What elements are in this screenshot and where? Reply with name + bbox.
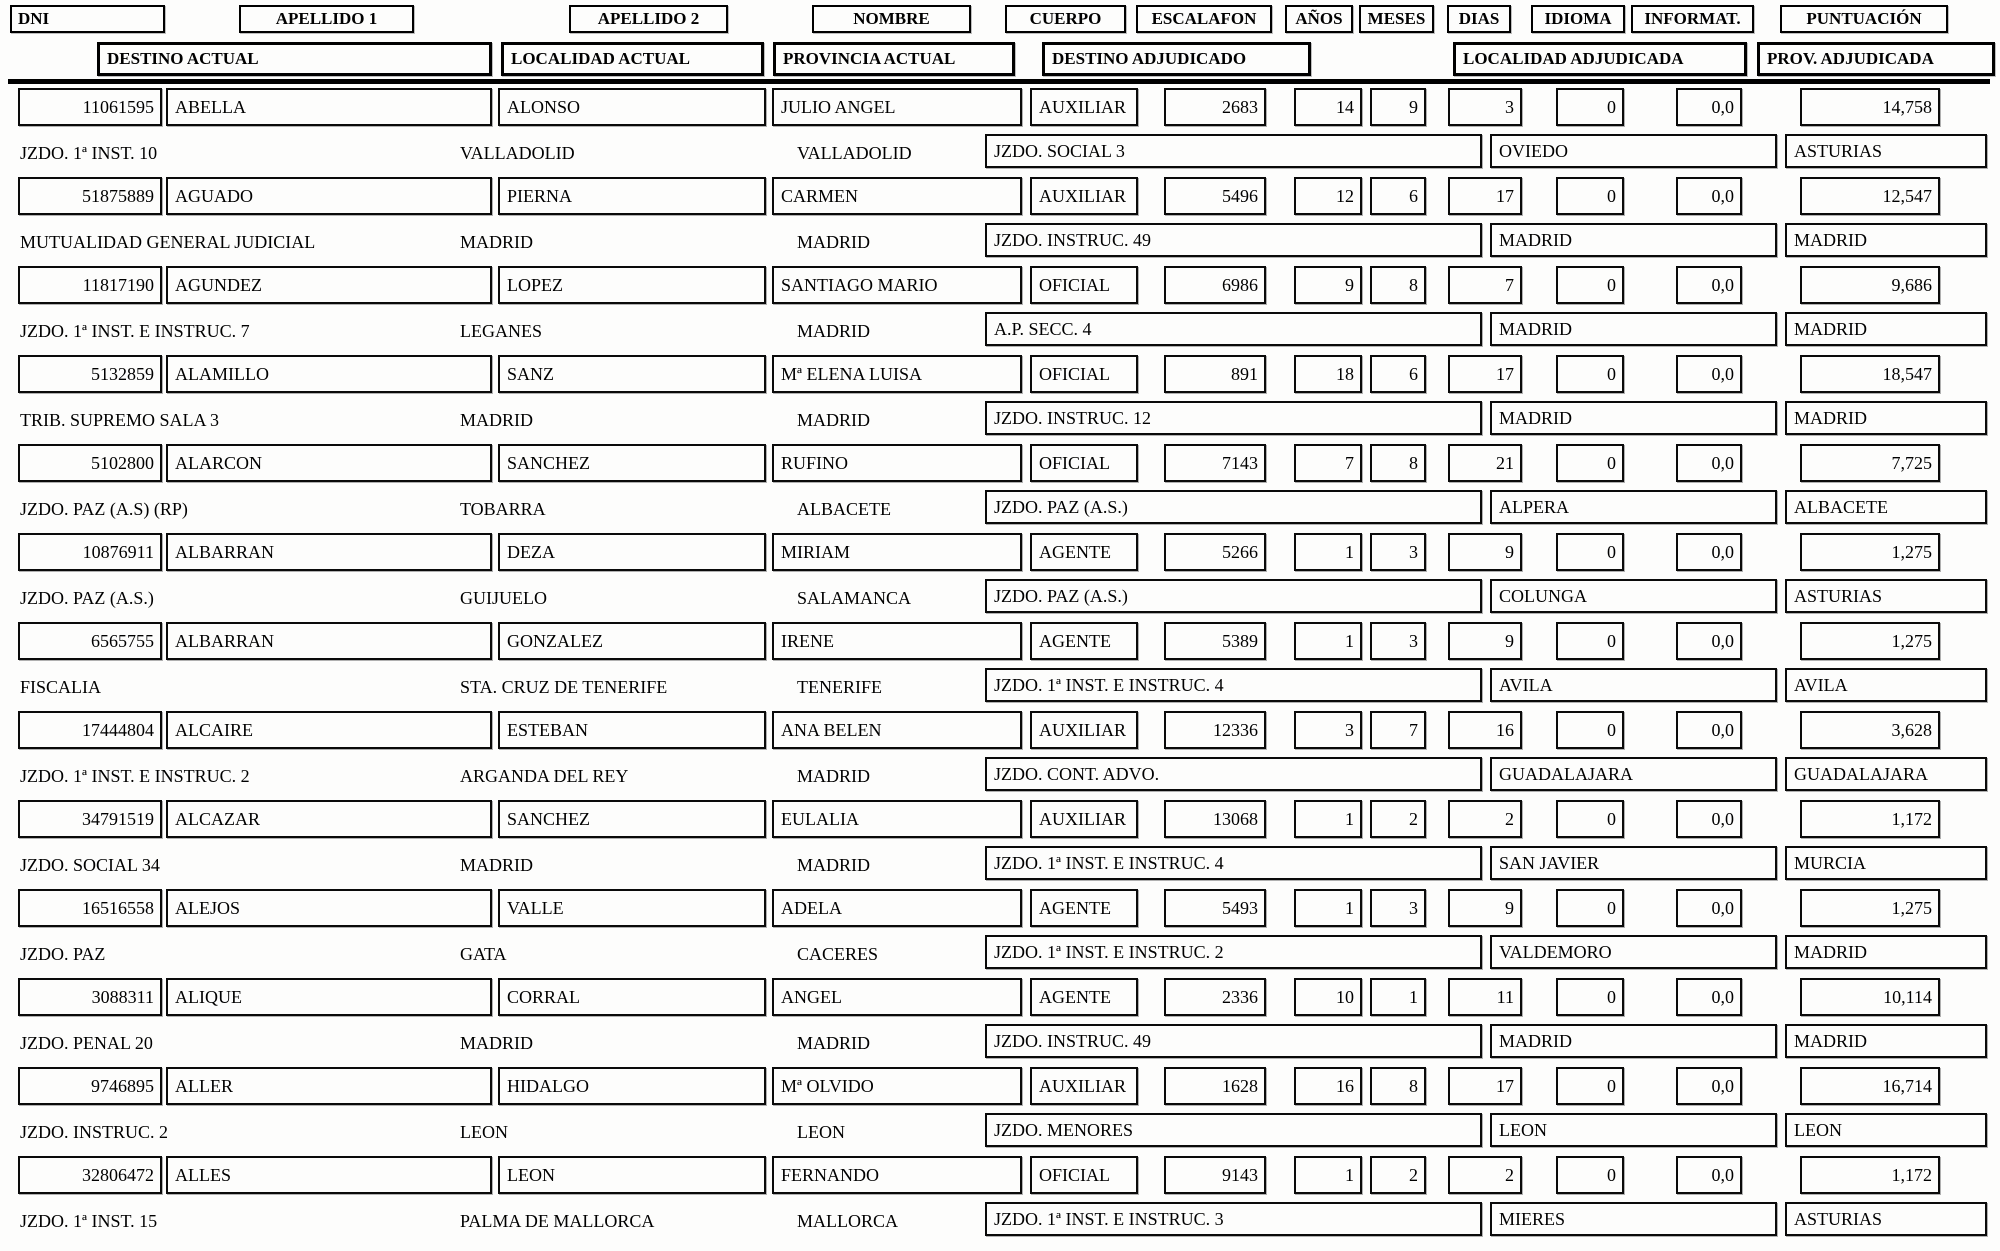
apellido1-value: ALIQUE (166, 978, 492, 1016)
dias-value: 17 (1448, 177, 1522, 215)
localidad-actual-value: GATA (460, 944, 507, 964)
destino-adjudicado-value: A.P. SECC. 4 (985, 312, 1482, 346)
column-header-informat: INFORMAT. (1631, 5, 1754, 33)
meses-value: 6 (1370, 355, 1426, 393)
destino-adjudicado-value: JZDO. PAZ (A.S.) (985, 579, 1482, 613)
prov-adjudicada-value: ASTURIAS (1785, 134, 1987, 168)
prov-adjudicada-value: MADRID (1785, 223, 1987, 257)
column-header-escalafon: ESCALAFON (1136, 5, 1272, 33)
localidad-actual-value: GUIJUELO (460, 588, 547, 608)
apellido1-value: ALCAIRE (166, 711, 492, 749)
informat-value: 0,0 (1676, 711, 1742, 749)
meses-value: 6 (1370, 177, 1426, 215)
provincia-actual-value: MADRID (797, 232, 871, 252)
apellido1-value: ALARCON (166, 444, 492, 482)
nombre-value: SANTIAGO MARIO (772, 266, 1022, 304)
localidad-actual-value: TOBARRA (460, 499, 546, 519)
destino-actual-value: JZDO. 1ª INST. 15 (20, 1211, 158, 1231)
dias-value: 17 (1448, 355, 1522, 393)
apellido2-value: VALLE (498, 889, 766, 927)
localidad-adjudicada-value: MADRID (1490, 312, 1777, 346)
prov-adjudicada-value: MADRID (1785, 935, 1987, 969)
provincia-actual-value: MADRID (797, 1033, 871, 1053)
idioma-value: 0 (1556, 711, 1624, 749)
puntuacion-value: 1,275 (1800, 622, 1940, 660)
column-header-provincia-actual: PROVINCIA ACTUAL (773, 42, 1015, 76)
meses-value: 3 (1370, 533, 1426, 571)
destino-actual-value: JZDO. SOCIAL 34 (20, 855, 160, 875)
anos-value: 1 (1294, 533, 1362, 571)
informat-value: 0,0 (1676, 800, 1742, 838)
meses-value: 2 (1370, 800, 1426, 838)
escalafon-value: 1628 (1164, 1067, 1266, 1105)
apellido1-value: ALAMILLO (166, 355, 492, 393)
apellido1-value: ALBARRAN (166, 533, 492, 571)
destino-actual-value: TRIB. SUPREMO SALA 3 (20, 410, 220, 430)
dni-value: 6565755 (18, 622, 162, 660)
nombre-value: RUFINO (772, 444, 1022, 482)
dni-value: 32806472 (18, 1156, 162, 1194)
localidad-adjudicada-value: MADRID (1490, 401, 1777, 435)
record-row (0, 442, 2000, 531)
column-header-destino-actual: DESTINO ACTUAL (97, 42, 492, 76)
escalafon-value: 13068 (1164, 800, 1266, 838)
apellido1-value: ALLER (166, 1067, 492, 1105)
destino-adjudicado-value: JZDO. SOCIAL 3 (985, 134, 1482, 168)
record-row (0, 1154, 2000, 1243)
apellido1-value: ALEJOS (166, 889, 492, 927)
meses-value: 2 (1370, 1156, 1426, 1194)
record-row (0, 353, 2000, 442)
puntuacion-value: 7,725 (1800, 444, 1940, 482)
nombre-value: Mª ELENA LUISA (772, 355, 1022, 393)
localidad-adjudicada-value: SAN JAVIER (1490, 846, 1777, 880)
column-header-dni: DNI (10, 5, 165, 33)
provincia-actual-value: MADRID (797, 766, 871, 786)
destino-adjudicado-value: JZDO. 1ª INST. E INSTRUC. 4 (985, 846, 1482, 880)
cuerpo-value: AGENTE (1030, 978, 1138, 1016)
nombre-value: CARMEN (772, 177, 1022, 215)
apellido2-value: SANCHEZ (498, 444, 766, 482)
cuerpo-value: AUXILIAR (1030, 88, 1138, 126)
destino-adjudicado-value: JZDO. MENORES (985, 1113, 1482, 1147)
localidad-actual-value: MADRID (460, 232, 534, 252)
destino-adjudicado-value: JZDO. 1ª INST. E INSTRUC. 2 (985, 935, 1482, 969)
provincia-actual-value: TENERIFE (797, 677, 882, 697)
cuerpo-value: AUXILIAR (1030, 177, 1138, 215)
nombre-value: FERNANDO (772, 1156, 1022, 1194)
nombre-value: ANA BELEN (772, 711, 1022, 749)
localidad-adjudicada-value: OVIEDO (1490, 134, 1777, 168)
anos-value: 1 (1294, 1156, 1362, 1194)
apellido2-value: ALONSO (498, 88, 766, 126)
anos-value: 1 (1294, 622, 1362, 660)
dias-value: 9 (1448, 533, 1522, 571)
escalafon-value: 2336 (1164, 978, 1266, 1016)
localidad-adjudicada-value: MADRID (1490, 223, 1777, 257)
anos-value: 14 (1294, 88, 1362, 126)
cuerpo-value: AGENTE (1030, 533, 1138, 571)
nombre-value: MIRIAM (772, 533, 1022, 571)
column-header-apellido1: APELLIDO 1 (239, 5, 414, 33)
dni-value: 10876911 (18, 533, 162, 571)
localidad-actual-value: ARGANDA DEL REY (460, 766, 629, 786)
anos-value: 1 (1294, 889, 1362, 927)
localidad-adjudicada-value: ALPERA (1490, 490, 1777, 524)
dias-value: 9 (1448, 622, 1522, 660)
provincia-actual-value: ALBACETE (797, 499, 891, 519)
nombre-value: EULALIA (772, 800, 1022, 838)
localidad-actual-value: STA. CRUZ DE TENERIFE (460, 677, 668, 697)
header-separator-rule (8, 79, 1990, 84)
apellido2-value: SANCHEZ (498, 800, 766, 838)
nombre-value: Mª OLVIDO (772, 1067, 1022, 1105)
cuerpo-value: AGENTE (1030, 889, 1138, 927)
idioma-value: 0 (1556, 800, 1624, 838)
apellido2-value: HIDALGO (498, 1067, 766, 1105)
idioma-value: 0 (1556, 88, 1624, 126)
escalafon-value: 5266 (1164, 533, 1266, 571)
record-row (0, 709, 2000, 798)
localidad-actual-value: LEGANES (460, 321, 542, 341)
idioma-value: 0 (1556, 1067, 1624, 1105)
provincia-actual-value: MADRID (797, 855, 871, 875)
destino-actual-value: JZDO. 1ª INST. E INSTRUC. 7 (20, 321, 250, 341)
destino-actual-value: JZDO. 1ª INST. 10 (20, 143, 158, 163)
localidad-actual-value: MADRID (460, 855, 534, 875)
puntuacion-value: 1,172 (1800, 1156, 1940, 1194)
dni-value: 17444804 (18, 711, 162, 749)
localidad-actual-value: MADRID (460, 1033, 534, 1053)
apellido2-value: LOPEZ (498, 266, 766, 304)
escalafon-value: 5493 (1164, 889, 1266, 927)
apellido1-value: ABELLA (166, 88, 492, 126)
informat-value: 0,0 (1676, 622, 1742, 660)
column-header-nombre: NOMBRE (812, 5, 971, 33)
destino-adjudicado-value: JZDO. INSTRUC. 49 (985, 1024, 1482, 1058)
localidad-actual-value: PALMA DE MALLORCA (460, 1211, 655, 1231)
idioma-value: 0 (1556, 1156, 1624, 1194)
dni-value: 9746895 (18, 1067, 162, 1105)
idioma-value: 0 (1556, 355, 1624, 393)
puntuacion-value: 16,714 (1800, 1067, 1940, 1105)
apellido1-value: ALCAZAR (166, 800, 492, 838)
prov-adjudicada-value: MADRID (1785, 1024, 1987, 1058)
puntuacion-value: 1,275 (1800, 533, 1940, 571)
dias-value: 3 (1448, 88, 1522, 126)
column-header-localidad-actual: LOCALIDAD ACTUAL (501, 42, 764, 76)
puntuacion-value: 3,628 (1800, 711, 1940, 749)
localidad-adjudicada-value: GUADALAJARA (1490, 757, 1777, 791)
prov-adjudicada-value: MADRID (1785, 312, 1987, 346)
destino-actual-value: JZDO. PAZ (20, 944, 106, 964)
column-header-meses: MESES (1359, 5, 1434, 33)
apellido2-value: LEON (498, 1156, 766, 1194)
meses-value: 1 (1370, 978, 1426, 1016)
anos-value: 16 (1294, 1067, 1362, 1105)
puntuacion-value: 1,172 (1800, 800, 1940, 838)
localidad-actual-value: LEON (460, 1122, 508, 1142)
idioma-value: 0 (1556, 889, 1624, 927)
provincia-actual-value: MALLORCA (797, 1211, 899, 1231)
record-row (0, 86, 2000, 175)
record-row (0, 175, 2000, 264)
informat-value: 0,0 (1676, 1156, 1742, 1194)
escalafon-value: 12336 (1164, 711, 1266, 749)
anos-value: 12 (1294, 177, 1362, 215)
cuerpo-value: AUXILIAR (1030, 800, 1138, 838)
dni-value: 16516558 (18, 889, 162, 927)
dias-value: 16 (1448, 711, 1522, 749)
meses-value: 3 (1370, 622, 1426, 660)
informat-value: 0,0 (1676, 177, 1742, 215)
prov-adjudicada-value: ASTURIAS (1785, 1202, 1987, 1236)
anos-value: 3 (1294, 711, 1362, 749)
anos-value: 9 (1294, 266, 1362, 304)
dias-value: 11 (1448, 978, 1522, 1016)
provincia-actual-value: MADRID (797, 321, 871, 341)
record-row (0, 798, 2000, 887)
cuerpo-value: AGENTE (1030, 622, 1138, 660)
cuerpo-value: OFICIAL (1030, 266, 1138, 304)
destino-actual-value: JZDO. PAZ (A.S) (RP) (20, 499, 188, 519)
meses-value: 8 (1370, 444, 1426, 482)
provincia-actual-value: VALLADOLID (797, 143, 912, 163)
dias-value: 2 (1448, 1156, 1522, 1194)
prov-adjudicada-value: AVILA (1785, 668, 1987, 702)
informat-value: 0,0 (1676, 444, 1742, 482)
dias-value: 7 (1448, 266, 1522, 304)
informat-value: 0,0 (1676, 533, 1742, 571)
dias-value: 9 (1448, 889, 1522, 927)
record-row (0, 976, 2000, 1065)
column-header-localidad-adjudicada: LOCALIDAD ADJUDICADA (1453, 42, 1747, 76)
meses-value: 7 (1370, 711, 1426, 749)
column-header-prov-adjudicada: PROV. ADJUDICADA (1757, 42, 1995, 76)
puntuacion-value: 9,686 (1800, 266, 1940, 304)
localidad-adjudicada-value: COLUNGA (1490, 579, 1777, 613)
destino-actual-value: JZDO. PAZ (A.S.) (20, 588, 154, 608)
destino-actual-value: JZDO. PENAL 20 (20, 1033, 153, 1053)
puntuacion-value: 18,547 (1800, 355, 1940, 393)
dni-value: 5102800 (18, 444, 162, 482)
escalafon-value: 891 (1164, 355, 1266, 393)
record-row (0, 887, 2000, 976)
destino-adjudicado-value: JZDO. INSTRUC. 49 (985, 223, 1482, 257)
apellido2-value: SANZ (498, 355, 766, 393)
escalafon-value: 5389 (1164, 622, 1266, 660)
idioma-value: 0 (1556, 266, 1624, 304)
apellido1-value: AGUADO (166, 177, 492, 215)
column-header-destino-adjudicado: DESTINO ADJUDICADO (1042, 42, 1311, 76)
cuerpo-value: OFICIAL (1030, 444, 1138, 482)
dni-value: 5132859 (18, 355, 162, 393)
dni-value: 51875889 (18, 177, 162, 215)
prov-adjudicada-value: MURCIA (1785, 846, 1987, 880)
escalafon-value: 2683 (1164, 88, 1266, 126)
localidad-adjudicada-value: VALDEMORO (1490, 935, 1777, 969)
apellido2-value: DEZA (498, 533, 766, 571)
prov-adjudicada-value: LEON (1785, 1113, 1987, 1147)
localidad-adjudicada-value: LEON (1490, 1113, 1777, 1147)
record-row (0, 531, 2000, 620)
puntuacion-value: 14,758 (1800, 88, 1940, 126)
meses-value: 9 (1370, 88, 1426, 126)
provincia-actual-value: CACERES (797, 944, 879, 964)
provincia-actual-value: MADRID (797, 410, 871, 430)
localidad-actual-value: MADRID (460, 410, 534, 430)
anos-value: 7 (1294, 444, 1362, 482)
escalafon-value: 5496 (1164, 177, 1266, 215)
informat-value: 0,0 (1676, 88, 1742, 126)
puntuacion-value: 10,114 (1800, 978, 1940, 1016)
informat-value: 0,0 (1676, 889, 1742, 927)
idioma-value: 0 (1556, 978, 1624, 1016)
provincia-actual-value: LEON (797, 1122, 845, 1142)
column-header-idioma: IDIOMA (1531, 5, 1625, 33)
destino-adjudicado-value: JZDO. CONT. ADVO. (985, 757, 1482, 791)
escalafon-value: 7143 (1164, 444, 1266, 482)
apellido1-value: AGUNDEZ (166, 266, 492, 304)
destino-adjudicado-value: JZDO. PAZ (A.S.) (985, 490, 1482, 524)
nombre-value: JULIO ANGEL (772, 88, 1022, 126)
localidad-adjudicada-value: AVILA (1490, 668, 1777, 702)
destino-actual-value: MUTUALIDAD GENERAL JUDICIAL (20, 232, 316, 252)
escalafon-value: 9143 (1164, 1156, 1266, 1194)
anos-value: 18 (1294, 355, 1362, 393)
apellido2-value: GONZALEZ (498, 622, 766, 660)
provincia-actual-value: SALAMANCA (797, 588, 912, 608)
column-header-cuerpo: CUERPO (1005, 5, 1126, 33)
prov-adjudicada-value: ASTURIAS (1785, 579, 1987, 613)
dni-value: 11061595 (18, 88, 162, 126)
anos-value: 10 (1294, 978, 1362, 1016)
informat-value: 0,0 (1676, 355, 1742, 393)
apellido2-value: CORRAL (498, 978, 766, 1016)
record-row (0, 620, 2000, 709)
dias-value: 21 (1448, 444, 1522, 482)
prov-adjudicada-value: ALBACETE (1785, 490, 1987, 524)
column-header-puntuacion: PUNTUACIÓN (1780, 5, 1948, 33)
destino-adjudicado-value: JZDO. INSTRUC. 12 (985, 401, 1482, 435)
dni-value: 3088311 (18, 978, 162, 1016)
localidad-adjudicada-value: MIERES (1490, 1202, 1777, 1236)
column-header-anos: AÑOS (1285, 5, 1353, 33)
record-row (0, 264, 2000, 353)
idioma-value: 0 (1556, 533, 1624, 571)
idioma-value: 0 (1556, 177, 1624, 215)
prov-adjudicada-value: MADRID (1785, 401, 1987, 435)
prov-adjudicada-value: GUADALAJARA (1785, 757, 1987, 791)
destino-adjudicado-value: JZDO. 1ª INST. E INSTRUC. 4 (985, 668, 1482, 702)
anos-value: 1 (1294, 800, 1362, 838)
dni-value: 34791519 (18, 800, 162, 838)
localidad-adjudicada-value: MADRID (1490, 1024, 1777, 1058)
apellido1-value: ALBARRAN (166, 622, 492, 660)
cuerpo-value: OFICIAL (1030, 1156, 1138, 1194)
puntuacion-value: 12,547 (1800, 177, 1940, 215)
column-header-apellido2: APELLIDO 2 (569, 5, 728, 33)
record-row (0, 1065, 2000, 1154)
cuerpo-value: AUXILIAR (1030, 711, 1138, 749)
informat-value: 0,0 (1676, 266, 1742, 304)
informat-value: 0,0 (1676, 978, 1742, 1016)
dni-value: 11817190 (18, 266, 162, 304)
nombre-value: IRENE (772, 622, 1022, 660)
nombre-value: ANGEL (772, 978, 1022, 1016)
dias-value: 2 (1448, 800, 1522, 838)
puntuacion-value: 1,275 (1800, 889, 1940, 927)
cuerpo-value: AUXILIAR (1030, 1067, 1138, 1105)
column-header-dias: DIAS (1447, 5, 1511, 33)
destino-actual-value: FISCALIA (20, 677, 102, 697)
apellido2-value: ESTEBAN (498, 711, 766, 749)
apellido2-value: PIERNA (498, 177, 766, 215)
apellido1-value: ALLES (166, 1156, 492, 1194)
dias-value: 17 (1448, 1067, 1522, 1105)
informat-value: 0,0 (1676, 1067, 1742, 1105)
destino-actual-value: JZDO. INSTRUC. 2 (20, 1122, 169, 1142)
idioma-value: 0 (1556, 444, 1624, 482)
destino-actual-value: JZDO. 1ª INST. E INSTRUC. 2 (20, 766, 250, 786)
meses-value: 3 (1370, 889, 1426, 927)
meses-value: 8 (1370, 1067, 1426, 1105)
meses-value: 8 (1370, 266, 1426, 304)
nombre-value: ADELA (772, 889, 1022, 927)
idioma-value: 0 (1556, 622, 1624, 660)
cuerpo-value: OFICIAL (1030, 355, 1138, 393)
destino-adjudicado-value: JZDO. 1ª INST. E INSTRUC. 3 (985, 1202, 1482, 1236)
escalafon-value: 6986 (1164, 266, 1266, 304)
localidad-actual-value: VALLADOLID (460, 143, 575, 163)
